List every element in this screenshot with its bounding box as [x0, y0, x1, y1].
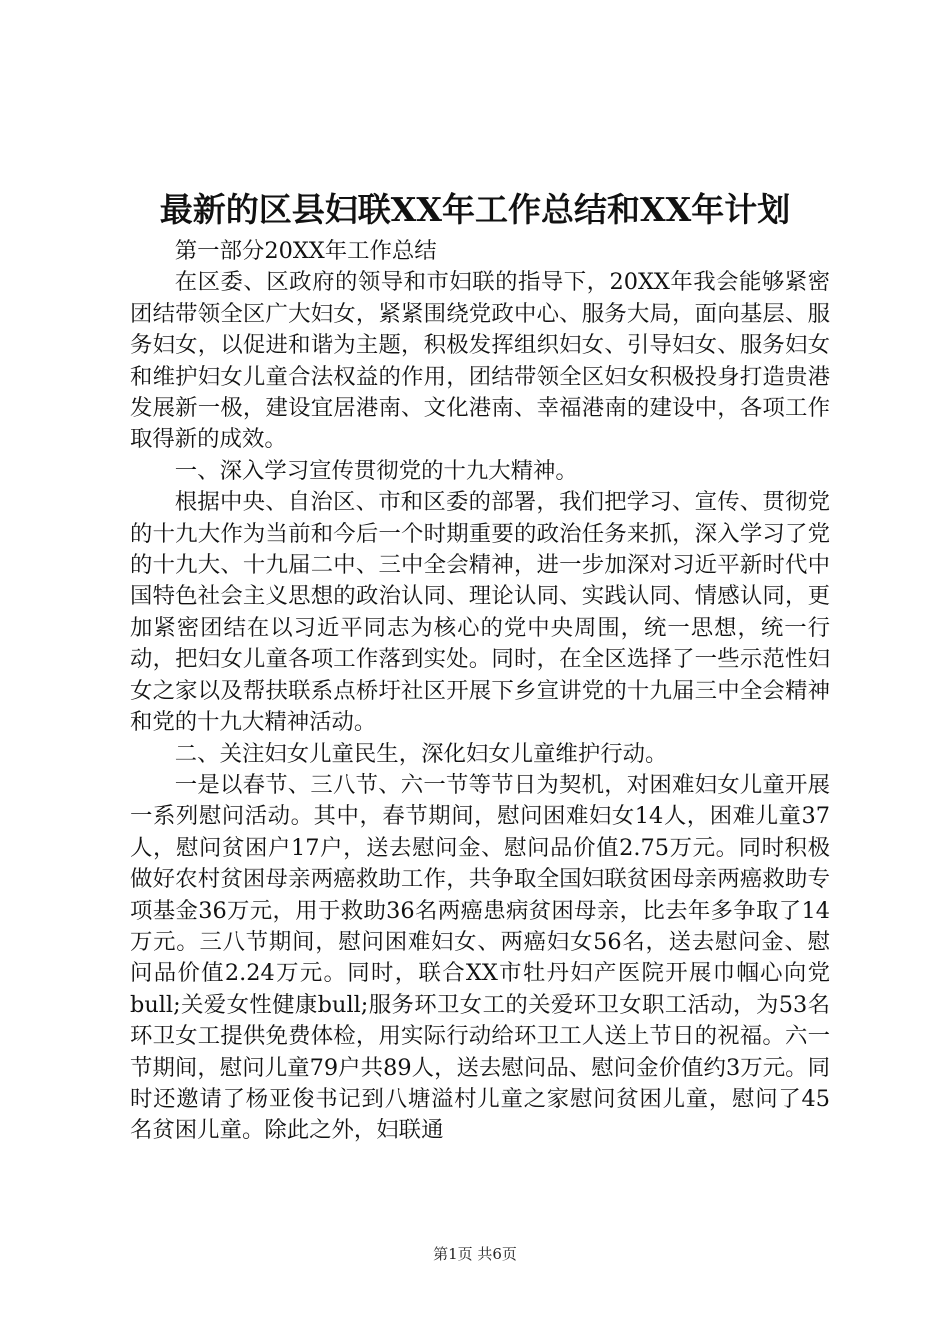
- body-paragraph: 根据中央、自治区、市和区委的部署，我们把学习、宣传、贯彻党的十九大作为当前和今后一个时期重要的政治任务来抓，深入学习了党的十九大、十九届二中、三中全会精神，进一步加深对习近平新时代中国特色社会主义思想的政治认同、理论认同、实践认同、情感认同，更加紧密团结在以习近平同志为核心的党中央周围，统一思想，统一行动，把妇女儿童各项工作落到实处。同时，在全区选择了一些示范性妇女之家以及帮扶联系点桥圩社区开展下乡宣讲党的十九届三中全会精神和党的十九大精神活动。: [130, 489, 830, 736]
- document-title: 最新的区县妇联XX年工作总结和XX年计划: [159, 190, 791, 229]
- document-body: [130, 236, 830, 1147]
- body-paragraph: 一是以春节、三八节、六一节等节日为契机，对困难妇女儿童开展一系列慰问活动。其中，春节期间，慰问困难妇女14人，困难儿童37人，慰问贫困户17户，送去慰问金、慰问品价值2.75万元。同时积极做好农村贫困母亲两癌救助工作，共争取全国妇联贫困母亲两癌救助专项基金36万元，用于救助36名两癌患病贫困母亲，比去年多争取了14万元。三八节期间，慰问困难妇女、两癌妇女56名，送去慰问金、慰问品价值2.24万元。同时，联合XX市牡丹妇产医院开展巾帼心向党bull;关爱女性健康bull;服务环卫女工的关爱环卫女职工活动，为53名环卫女工提供免费体检，用实际行动给环卫工人送上节日的祝福。六一节期间，慰问儿童79户共89人，送去慰问品、慰问金价值约3万元。同时还邀请了杨亚俊书记到八塘溢村儿童之家慰问贫困儿童，慰问了45名贫困儿童。除此之外，妇联通: [130, 771, 830, 1144]
- section-heading: 一、深入学习宣传贯彻党的十九大精神。: [174, 457, 578, 484]
- section-heading: 第一部分20XX年工作总结: [174, 238, 437, 264]
- body-paragraph: 在区委、区政府的领导和市妇联的指导下，20XX年我会能够紧密团结带领全区广大妇女，紧紧围绕党政中心、服务大局，面向基层、服务妇女，以促进和谐为主题，积极发挥组织妇女、引导妇女、服务妇女和维护妇女儿童合法权益的作用，团结带领全区妇女积极投身打造贵港发展新一极，建设宜居港南、文化港南、幸福港南的建设中，各项工作取得新的成效。: [130, 269, 830, 453]
- page-number: 第1页 共6页: [433, 1245, 517, 1263]
- section-heading: 二、关注妇女儿童民生，深化妇女儿童维护行动。: [174, 740, 668, 767]
